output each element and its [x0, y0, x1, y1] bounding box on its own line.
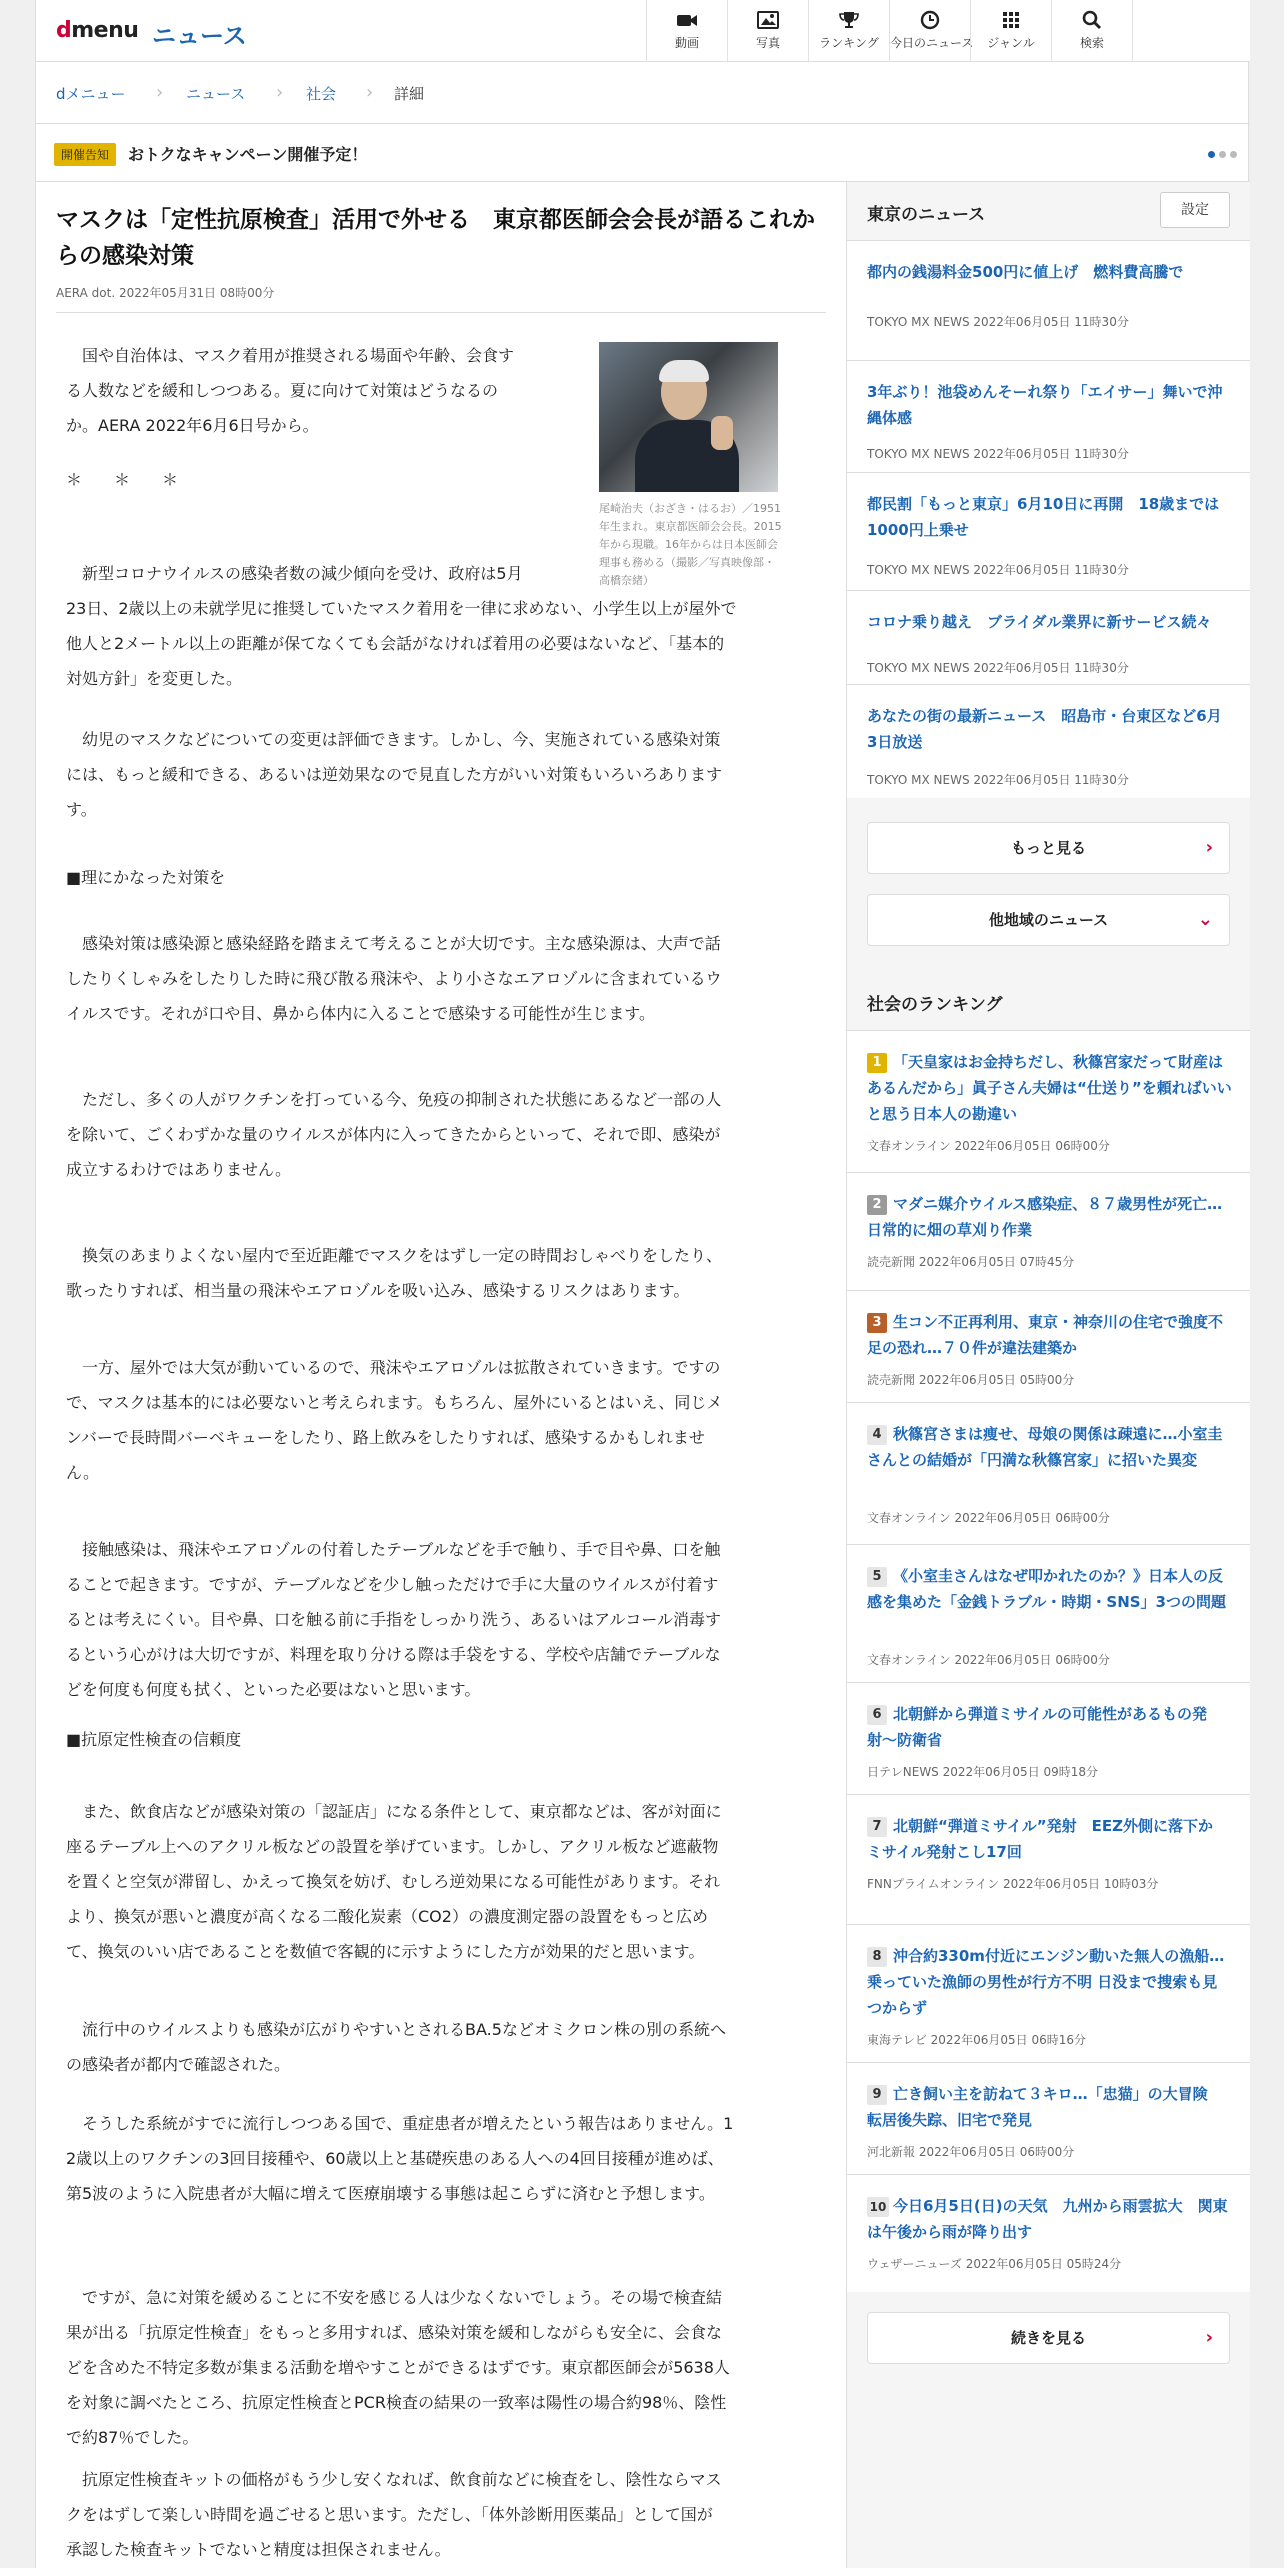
paragraph-line: より、換気が悪いと濃度が高くなる二酸化炭素（CO2）の濃度測定器の設置をもっと広め	[66, 1907, 708, 1926]
paragraph-line: ＊ ＊ ＊	[66, 470, 179, 489]
article-meta: AERA dot. 2022年05月31日 08時00分	[56, 286, 275, 300]
ranking-headline[interactable]: 「天皇家はお金持ちだし、秋篠宮家だって財産はあるんだから」眞子さん夫婦は“仕送り”を頼ればいいと思う日本人の勘違い	[867, 1053, 1232, 1123]
ranking-item[interactable]	[847, 1794, 1250, 1924]
paragraph-line: て、換気のいい店であることを数値で客観的に示すようにした方が効果的だと思います。	[66, 1942, 705, 1961]
ranking-headline[interactable]: 《小室圭さんはなぜ叩かれたのか？》日本人の反感を集めた「金銭トラブル・時期・SNS」3つの問題	[867, 1567, 1226, 1611]
article	[36, 182, 846, 2568]
paragraph-line: す。	[66, 800, 97, 819]
notice-text[interactable]: おトクなキャンペーン開催予定！	[128, 145, 368, 164]
divider	[56, 312, 826, 313]
news-source: TOKYO MX NEWS 2022年06月05日 11時30分	[867, 315, 1129, 329]
paragraph-line: クをはずして楽しい時間を過ごせると思います。ただし、「体外診断用医薬品」として国が	[66, 2505, 713, 2524]
tokyo-news-item[interactable]	[847, 240, 1250, 360]
news-source: TOKYO MX NEWS 2022年06月05日 11時30分	[867, 773, 1129, 787]
chevron-right-icon: ›	[1205, 2327, 1213, 2348]
news-headline[interactable]: 都民割「もっと東京」6月10日に再開 18歳までは1000円上乗せ	[867, 495, 1220, 539]
ranking-source: 文春オンライン 2022年06月05日 06時00分	[867, 1139, 1110, 1153]
paragraph-line: また、飲食店などが感染対策の「認証店」になる条件として、東京都などは、客が対面に	[66, 1802, 722, 1821]
more-button[interactable]: もっと見る ›	[867, 822, 1230, 874]
news-source: TOKYO MX NEWS 2022年06月05日 11時30分	[867, 447, 1129, 461]
settings-button[interactable]: 設定	[1160, 192, 1230, 228]
paragraph-line: 23日、2歳以上の未就学児に推奨していたマスク着用を一律に求めない、小学生以上が屋外で	[66, 599, 737, 618]
grid-icon	[1000, 10, 1022, 30]
tokyo-news-header	[847, 182, 1250, 240]
ranking-headline[interactable]: 沖合約330m付近にエンジン動いた無人の漁船…乗っていた漁師の男性が行方不明 日没まで捜索も見つからず	[867, 1947, 1225, 2017]
breadcrumb-current: 詳細	[394, 85, 425, 103]
nav-today-news[interactable]: 今日のニュース	[889, 0, 970, 62]
ranking-headline[interactable]: マダニ媒介ウイルス感染症、８７歳男性が死亡…日常的に畑の草刈り作業	[867, 1195, 1223, 1239]
paragraph-line: ンバーで長時間バーベキューをしたり、路上飲みをしたりすれば、感染するかもしれませ	[66, 1428, 705, 1447]
sidebar	[846, 182, 1250, 2568]
tokyo-news-item[interactable]	[847, 684, 1250, 798]
ranking-source: 読売新聞 2022年06月05日 07時45分	[867, 1255, 1075, 1269]
paragraph-line: の感染者が都内で確認された。	[66, 2055, 291, 2074]
article-paragraph	[66, 1350, 722, 1490]
paragraph-line: ですが、急に対策を緩めることに不安を感じる人は少なくないでしょう。その場で検査結	[66, 2288, 723, 2307]
paragraph-line: ることで起きます。ですが、テーブルなどを少し触っただけで手に大量のウイルスが付着す	[66, 1575, 719, 1594]
ranking-item[interactable]	[847, 2174, 1250, 2292]
paragraph-line: には、もっと緩和できる、あるいは逆効果なので見直した方がいい対策もいろいろあります	[66, 765, 723, 784]
article-paragraph	[66, 2280, 730, 2455]
ranking-source: 文春オンライン 2022年06月05日 06時00分	[867, 1511, 1110, 1525]
ranking-headline[interactable]: 亡き飼い主を訪ねて３キロ…「忠猫」の大冒険 転居後失踪、旧宅で発見	[867, 2085, 1223, 2129]
news-headline[interactable]: 3年ぶり！池袋めんそーれ祭り「エイサー」舞いで沖縄体感	[867, 383, 1223, 427]
paragraph-line: 成立するわけではありません。	[66, 1160, 291, 1179]
article-paragraph	[66, 1238, 722, 1308]
ranking-headline[interactable]: 生コン不正再利用、東京・神奈川の住宅で強度不足の恐れ…７０件が違法建築か	[867, 1313, 1224, 1357]
article-paragraph	[66, 1532, 721, 1707]
ranking-source: 東海テレビ 2022年06月05日 06時16分	[867, 2033, 1087, 2047]
ranking-item[interactable]	[847, 1924, 1250, 2062]
paragraph-line: 果が出る「抗原定性検査」をもっと多用すれば、感染対策を緩和しながらも安全に、会食な	[66, 2323, 723, 2342]
carousel-dot[interactable]	[1219, 151, 1226, 158]
news-headline[interactable]: コロナ乗り越え ブライダル業界に新サービス続々	[867, 613, 1212, 631]
paragraph-line: で、マスクは基本的には必要ないと考えられます。もちろん、屋外にいるとはいえ、同じメ	[66, 1393, 723, 1412]
trophy-icon	[838, 10, 860, 30]
paragraph-line: 対処方針」を変更した。	[66, 669, 243, 688]
paragraph-line: 感染対策は感染源と感染経路を踏まえて考えることが大切です。主な感染源は、大声で話	[66, 934, 721, 953]
rank-number-badge: 6	[867, 1705, 887, 1725]
paragraph-line: 接触感染は、飛沫やエアロゾルの付着したテーブルなどを手で触り、手で目や鼻、口を触	[66, 1540, 721, 1559]
paragraph-line: 他人と2メートル以上の距離が保てなくても会話がなければ着用の必要はないなど、「基本的	[66, 634, 725, 653]
paragraph-line: 換気のあまりよくない屋内で至近距離でマスクをはずし一定の時間おしゃべりをしたり、	[66, 1246, 723, 1265]
notice-bar[interactable]	[36, 124, 1250, 182]
tokyo-news-title: 東京のニュース	[867, 205, 986, 225]
ranking-header	[847, 972, 1250, 1030]
chevron-right-icon: ›	[276, 82, 284, 103]
article-paragraph	[66, 1794, 722, 1969]
paragraph-line: イルスです。それが口や目、鼻から体内に入ることで感染する可能性が生じます。	[66, 1004, 655, 1023]
paragraph-line: 流行中のウイルスよりも感染が広がりやすいとされるBA.5などオミクロン株の別の系統へ	[66, 2020, 726, 2039]
paragraph-line: したりくしゃみをしたりした時に飛び散る飛沫や、より小さなエアロゾルに含まれているウ	[66, 969, 722, 988]
rank-number-badge: 7	[867, 1817, 887, 1837]
nav-video[interactable]: 動画	[646, 0, 727, 62]
article-paragraph	[66, 1082, 721, 1187]
ranking-source: 文春オンライン 2022年06月05日 06時00分	[867, 1653, 1110, 1667]
ranking-title: 社会のランキング	[867, 995, 1003, 1015]
search-icon	[1081, 10, 1103, 30]
carousel-dot[interactable]	[1230, 151, 1237, 158]
ranking-headline[interactable]: 北朝鮮“弾道ミサイル”発射 EEZ外側に落下か ミサイル発射こし17回	[867, 1817, 1229, 1861]
rank-number-badge: 3	[867, 1313, 887, 1333]
paragraph-line: ■理にかなった対策を	[66, 868, 226, 887]
chevron-down-icon: ⌄	[1197, 909, 1213, 930]
news-source: TOKYO MX NEWS 2022年06月05日 11時30分	[867, 563, 1129, 577]
paragraph-line: ただし、多くの人がワクチンを打っている今、免疫の抑制された状態にあるなど一部の人	[66, 1090, 722, 1109]
paragraph-line: で約87％でした。	[66, 2428, 199, 2447]
paragraph-line: どを何度も何度も拭く、といった必要はないと思います。	[66, 1680, 481, 1699]
article-photo[interactable]	[599, 342, 778, 492]
nav-ranking[interactable]: ランキング	[808, 0, 889, 62]
tokyo-news-item[interactable]	[847, 472, 1250, 590]
news-section-title[interactable]: ニュース	[152, 22, 247, 50]
ranking-headline[interactable]: 今日6月5日(日)の天気 九州から雨雲拡大 関東は午後から雨が降り出す	[867, 2197, 1228, 2241]
ranking-source: 日テレNEWS 2022年06月05日 09時18分	[867, 1765, 1099, 1779]
ranking-item[interactable]	[847, 1030, 1250, 1172]
chevron-right-icon: ›	[156, 82, 164, 103]
article-paragraph	[66, 338, 514, 443]
dmenu-logo[interactable]: dmenu	[56, 18, 139, 43]
paragraph-line: る人数などを緩和しつつある。夏に向けて対策はどうなるの	[66, 381, 499, 400]
paragraph-line: ん。	[66, 1463, 99, 1482]
paragraph-line: を置くと空気が滞留し、かえって換気を妨げ、むしろ逆効果になる可能性があります。それ	[66, 1872, 721, 1891]
nav-genre[interactable]: ジャンル	[970, 0, 1051, 62]
page	[35, 0, 1249, 2568]
news-source: TOKYO MX NEWS 2022年06月05日 11時30分	[867, 661, 1129, 675]
paragraph-line: を対象に調べたところ、抗原定性検査とPCR検査の結果の一致率は陽性の場合約98％、陰性	[66, 2393, 727, 2412]
paragraph-line: 承認した検査キットでないと精度は担保されません。	[66, 2540, 451, 2559]
article-title: マスクは「定性抗原検査」活用で外せる 東京都医師会会長が語るこれからの感染対策	[56, 207, 815, 269]
paragraph-line: そうした系統がすでに流行しつつある国で、重症患者が増えたという報告はありません。1	[66, 2114, 734, 2133]
ranking-item[interactable]	[847, 1172, 1250, 1290]
article-paragraph	[66, 860, 225, 895]
news-headline[interactable]: 都内の銭湯料金500円に値上げ 燃料費高騰で	[867, 263, 1184, 281]
site-header	[36, 0, 1250, 62]
paragraph-line: 国や自治体は、マスク着用が推奨される場面や年齢、会食す	[66, 346, 515, 365]
rank-number-badge: 1	[867, 1053, 887, 1073]
paragraph-line: 2歳以上のワクチンの3回目接種や、60歳以上と基礎疾患のある人への4回目接種が進めば、	[66, 2149, 724, 2168]
rank-number-badge: 9	[867, 2085, 887, 2105]
paragraph-line: ■抗原定性検査の信頼度	[66, 1730, 242, 1749]
paragraph-line: 一方、屋外では大気が動いているので、飛沫やエアロゾルは拡散されていきます。ですの	[66, 1358, 721, 1377]
paragraph-line: どを含めた不特定多数が集まる活動を増やすことができるはずです。東京都医師会が5638人	[66, 2358, 730, 2377]
rank-number-badge: 4	[867, 1425, 887, 1445]
ranking-headline[interactable]: 秋篠宮さまは痩せ、母娘の関係は疎遠に…小室圭さんとの結婚が「円満な秋篠宮家」に招いた異変	[867, 1425, 1223, 1469]
ranking-item[interactable]	[847, 1544, 1250, 1682]
article-paragraph	[66, 722, 722, 827]
ranking-item[interactable]	[847, 2062, 1250, 2174]
ranking-source: ウェザーニューズ 2022年06月05日 05時24分	[867, 2257, 1122, 2271]
breadcrumb-dmenu[interactable]: dメニュー	[56, 85, 126, 103]
article-paragraph	[66, 2462, 722, 2567]
other-region-button[interactable]: 他地域のニュース ⌄	[867, 894, 1230, 946]
paragraph-line: 第5波のように入院患者が大幅に増えて医療崩壊する事態は起こらずに済むと予想します。	[66, 2184, 715, 2203]
ranking-item[interactable]	[847, 1402, 1250, 1544]
breadcrumb-society[interactable]: 社会	[306, 85, 337, 103]
notice-badge: 開催告知	[54, 143, 116, 166]
article-paragraph	[66, 926, 722, 1031]
rank-number-badge: 8	[867, 1947, 887, 1967]
video-icon	[676, 10, 698, 30]
tokyo-news-item[interactable]	[847, 590, 1250, 684]
paragraph-line: 座るテーブル上へのアクリル板などの設置を挙げています。しかし、アクリル板など遮蔽物	[66, 1837, 719, 1856]
article-paragraph	[66, 556, 737, 696]
ranking-item[interactable]	[847, 1682, 1250, 1794]
article-paragraph	[66, 1722, 241, 1757]
paragraph-line: るという心がけは大切ですが、料理を取り分ける際は手袋をする、学校や店舗でテーブルな	[66, 1645, 721, 1664]
article-paragraph	[66, 462, 178, 497]
photo-caption: 尾崎治夫（おざき・はるお）／1951年生まれ。東京都医師会会長。2015年から現職。16年からは日本医師会理事も務める（撮影／写真映像部・高橋奈緒）	[599, 502, 782, 587]
nav-search[interactable]: 検索	[1051, 0, 1133, 62]
rank-number-badge: 2	[867, 1195, 887, 1215]
tokyo-news-item[interactable]	[847, 360, 1250, 472]
ranking-source: 読売新聞 2022年06月05日 05時00分	[867, 1373, 1075, 1387]
article-paragraph	[66, 2106, 733, 2211]
rank-number-badge: 5	[867, 1567, 887, 1587]
paragraph-line: るとは考えにくい。目や鼻、口を触る前に手指をしっかり洗う、あるいはアルコール消毒す	[66, 1610, 722, 1629]
rank-number-badge: 10	[867, 2197, 889, 2217]
news-headline[interactable]: あなたの街の最新ニュース 昭島市・台東区など6月3日放送	[867, 707, 1222, 751]
clock-icon	[919, 10, 941, 30]
breadcrumb	[36, 62, 1250, 124]
ranking-source: FNNプライムオンライン 2022年06月05日 10時03分	[867, 1877, 1159, 1891]
ranking-source: 河北新報 2022年06月05日 06時00分	[867, 2145, 1075, 2159]
nav-photo[interactable]: 写真	[727, 0, 808, 62]
paragraph-line: を除いて、ごくわずかな量のウイルスが体内に入ってきたからといって、それで即、感染が	[66, 1125, 721, 1144]
paragraph-line: 新型コロナウイルスの感染者数の減少傾向を受け、政府は5月	[66, 564, 523, 583]
chevron-right-icon: ›	[1205, 837, 1213, 858]
paragraph-line: 抗原定性検査キットの価格がもう少し安くなれば、飲食前などに検査をし、陰性ならマス	[66, 2470, 722, 2489]
article-paragraph	[66, 2012, 726, 2082]
breadcrumb-news[interactable]: ニュース	[186, 85, 246, 103]
carousel-dot-active[interactable]	[1208, 151, 1215, 158]
ranking-headline[interactable]: 北朝鮮から弾道ミサイルの可能性があるもの発射〜防衛省	[867, 1705, 1207, 1749]
photo-icon	[757, 10, 779, 30]
ranking-item[interactable]	[847, 1290, 1250, 1402]
paragraph-line: 歌ったりすれば、相当量の飛沫やエアロゾルを吸い込み、感染するリスクはあります。	[66, 1281, 690, 1300]
paragraph-line: か。AERA 2022年6月6日号から。	[66, 416, 319, 435]
paragraph-line: 幼児のマスクなどについての変更は評価できます。しかし、今、実施されている感染対策	[66, 730, 721, 749]
continue-button[interactable]: 続きを見る ›	[867, 2312, 1230, 2364]
chevron-right-icon: ›	[366, 82, 374, 103]
